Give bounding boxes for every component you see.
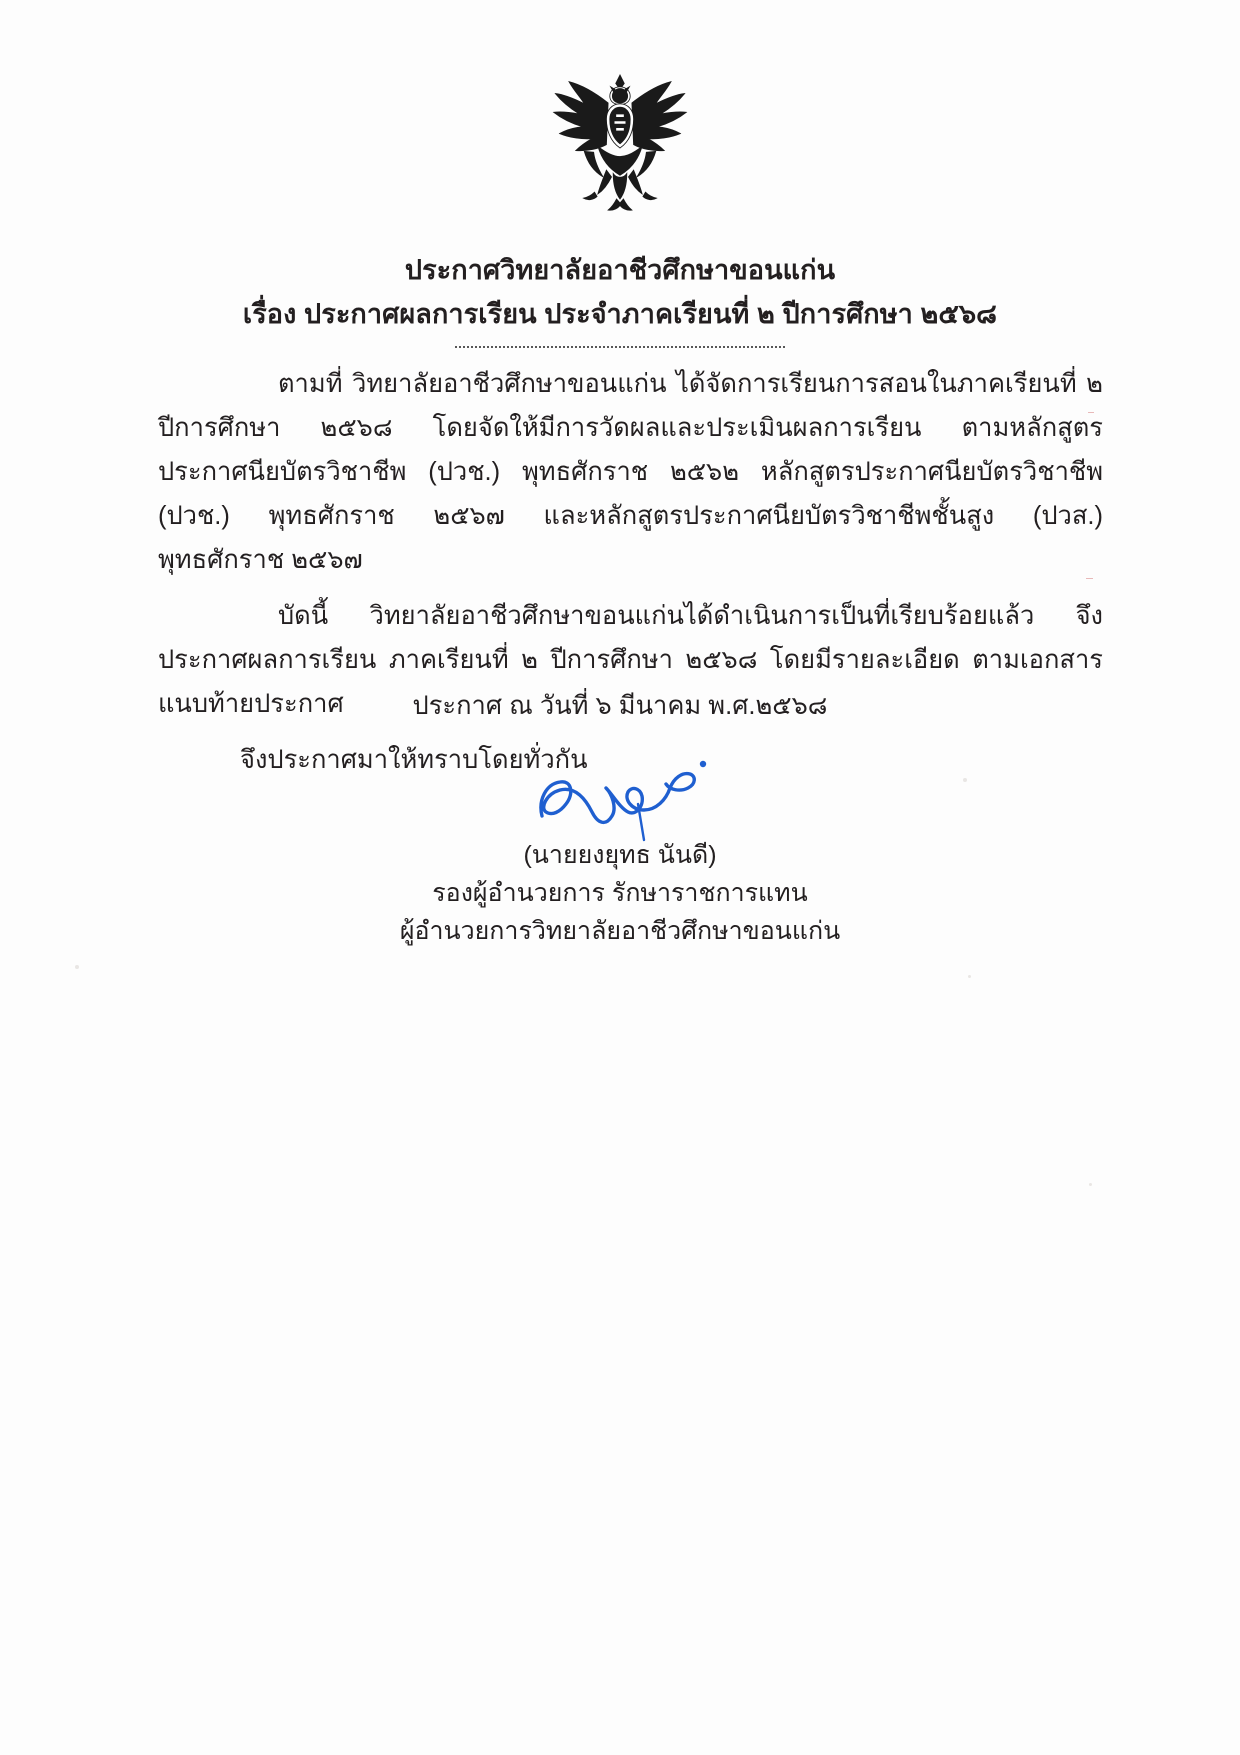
- body-paragraph-1-text: ตามที่ วิทยาลัยอาชีวศึกษาขอนแก่น ได้จัดการเรียนการสอนในภาคเรียนที่ ๒ ปีการศึกษา ๒๕๖๘ โดยจัดให้มีการวัดผลและประเมินผลการเรียน ตามหลักสูตรประกาศนียบัตรวิชาชีพ (ปวช.) พุทธศักราช ๒๕๖๒ หลักสูตรประกาศนียบัตรวิชาชีพ (ปวช.) พุทธศักราช ๒๕๖๗ และหลักสูตรประกาศนียบัตรวิชาชีพชั้นสูง (ปวส.) พุทธศักราช ๒๕๖๗: [158, 370, 1103, 574]
- announcement-subject: เรื่อง ประกาศผลการเรียน ประจำภาคเรียนที่ ๒ ปีการศึกษา ๒๕๖๘: [242, 299, 998, 329]
- emblem-container: [0, 62, 1240, 234]
- heading-divider: [455, 346, 785, 348]
- scan-speckle: [75, 965, 79, 969]
- signature-block: [0, 836, 1240, 950]
- signer-role-line-2: ผู้อำนวยการวิทยาลัยอาชีวศึกษาขอนแก่น: [399, 917, 841, 945]
- signer-name: (นายยงยุทธ นันดี): [523, 841, 717, 869]
- body-paragraph-2-text: บัดนี้ วิทยาลัยอาชีวศึกษาขอนแก่นได้ดำเนินการเป็นที่เรียบร้อยแล้ว จึงประกาศผลการเรียน ภาคเรียนที่ ๒ ปีการศึกษา ๒๕๖๘ โดยมีรายละเอียด ตามเอกสารแนบท้ายประกาศ: [158, 602, 1103, 718]
- body-paragraph-1: [158, 362, 1103, 582]
- signature-dot: [700, 761, 706, 767]
- document-body: [158, 362, 1103, 794]
- garuda-emblem-icon: [535, 62, 705, 234]
- scan-speckle: [1089, 1183, 1092, 1186]
- announcement-title: ประกาศวิทยาลัยอาชีวศึกษาขอนแก่น: [404, 255, 836, 285]
- document-heading: [0, 248, 1240, 348]
- body-paragraph-3-text: จึงประกาศมาให้ทราบโดยทั่วกัน: [240, 746, 588, 774]
- announcement-date: ประกาศ ณ วันที่ ๖ มีนาคม พ.ศ.๒๕๖๘: [412, 692, 828, 720]
- signer-role-line-1: รองผู้อำนวยการ รักษาราชการแทน: [432, 879, 808, 907]
- scan-speckle: [968, 975, 971, 978]
